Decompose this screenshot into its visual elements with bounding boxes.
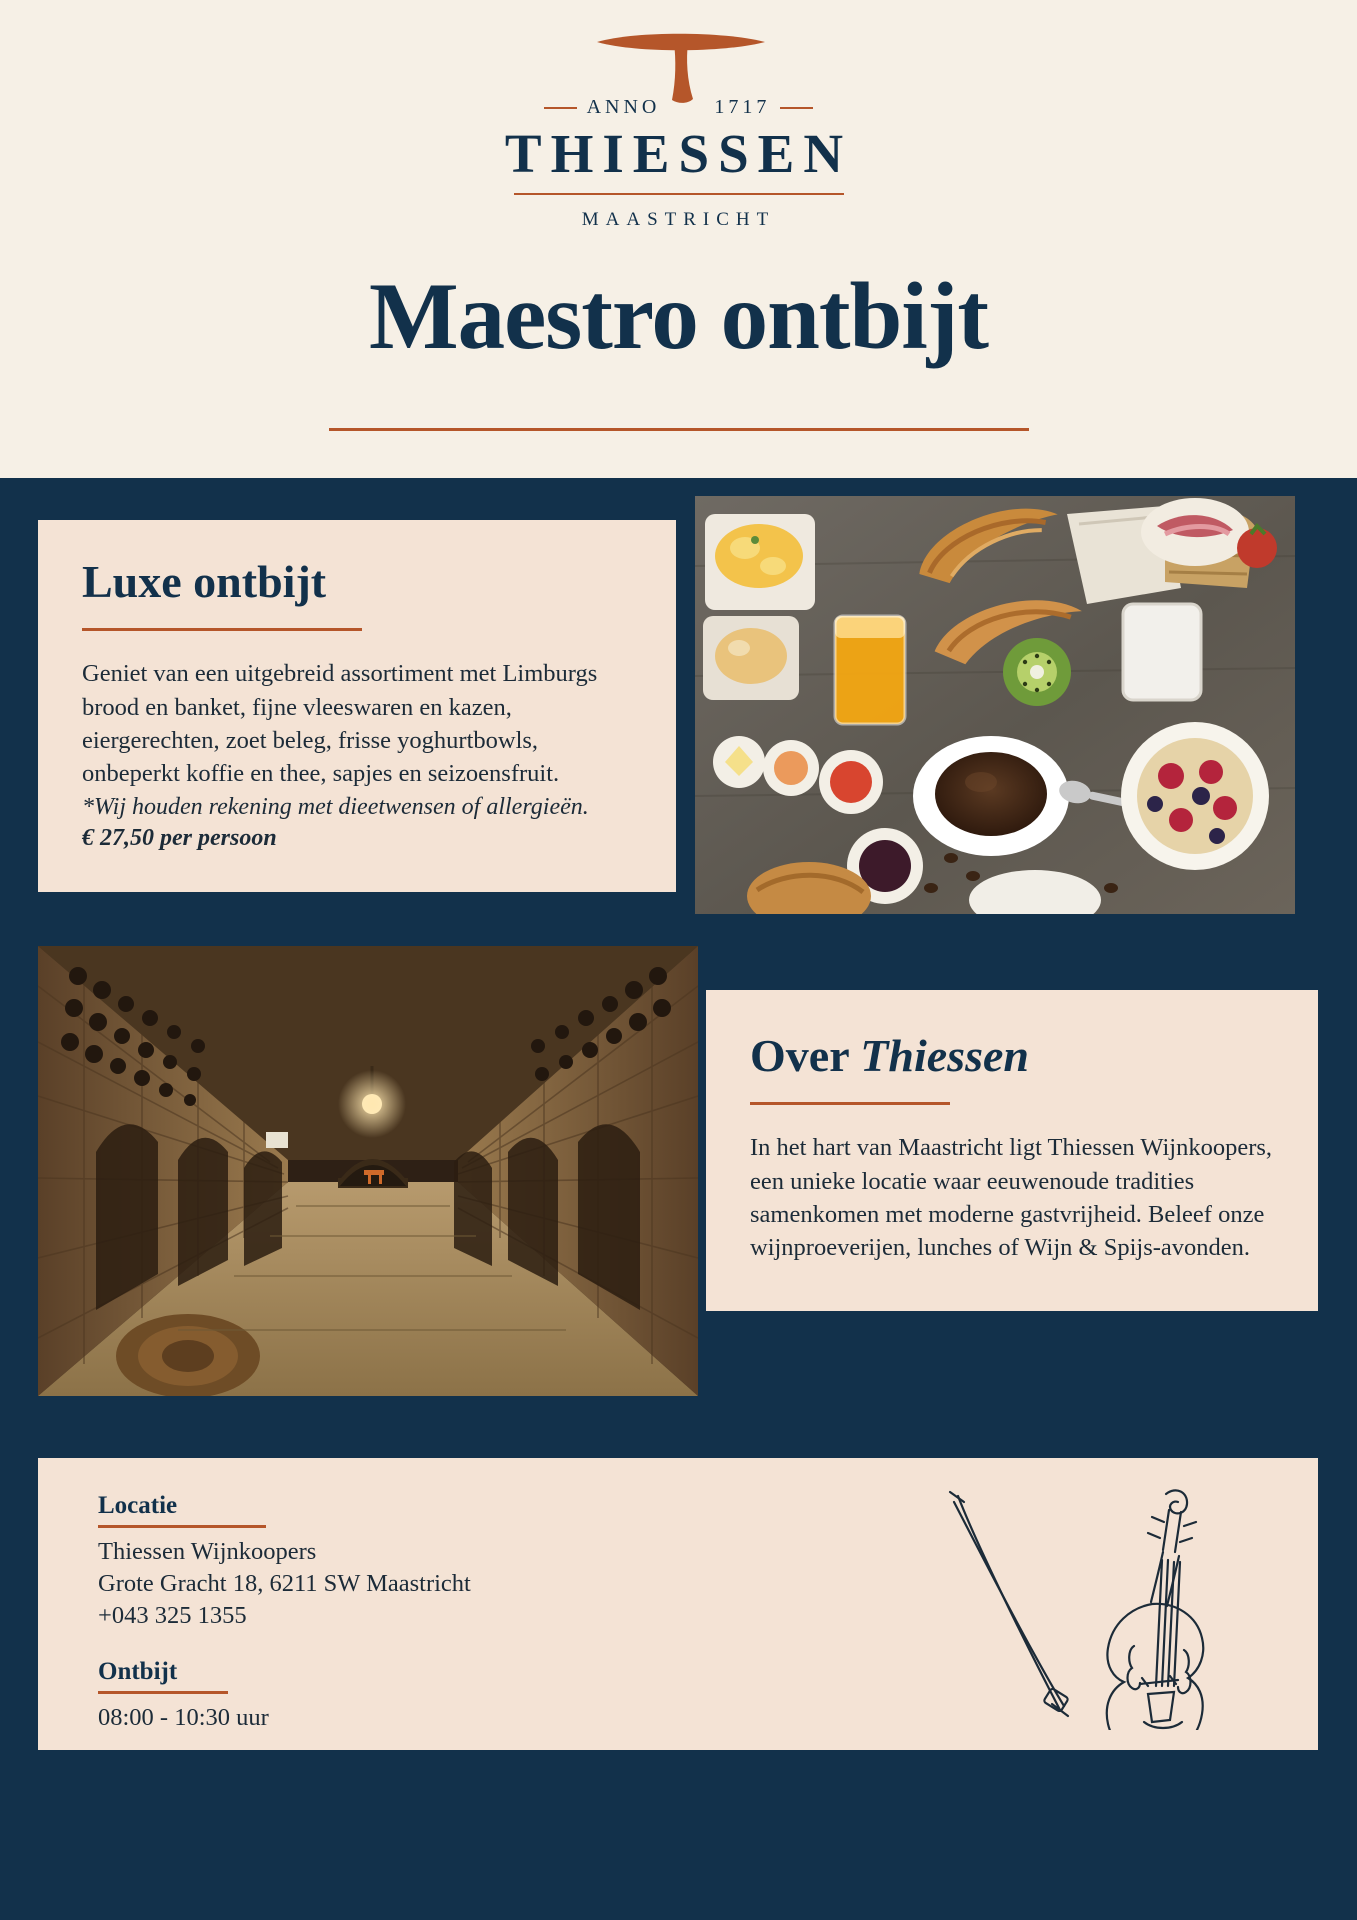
luxe-heading: Luxe ontbijt xyxy=(82,556,327,607)
breakfast-divider xyxy=(98,1691,228,1694)
location-name: Thiessen Wijnkoopers xyxy=(98,1537,317,1565)
brand-name: THIESSEN xyxy=(504,123,853,184)
violin-icon xyxy=(938,1478,1238,1735)
luxe-heading-divider xyxy=(82,628,362,631)
anno-label-right: 1717 xyxy=(714,96,771,118)
luxe-allergy-note: *Wij houden rekening met dieetwensen of allergieën. xyxy=(82,793,589,820)
section-info xyxy=(38,1458,1318,1750)
over-paragraph: In het hart van Maastricht ligt Thiessen Wijnkoopers, een unieke locatie waar eeuwenoude tradities samenkomen met moderne gastvrijheid. Beleef onze wijnproeverijen, lunches of Wijn & Spijs-avonden. xyxy=(750,1134,1273,1262)
over-heading-divider xyxy=(750,1102,950,1105)
title-divider xyxy=(329,428,1029,431)
anno-row xyxy=(544,96,814,119)
anno-label-left: ANNO xyxy=(586,96,661,118)
over-heading-italic: Thiessen xyxy=(860,1030,1029,1081)
brand-city: MAASTRICHT xyxy=(581,209,776,230)
location-address: Grote Gracht 18, 6211 SW Maastricht xyxy=(98,1569,471,1597)
section-over-thiessen xyxy=(706,990,1318,1311)
location-divider xyxy=(98,1525,266,1528)
over-heading-plain: Over xyxy=(750,1030,861,1081)
breakfast-label: Ontbijt xyxy=(98,1658,178,1686)
cellar-photo xyxy=(38,946,698,1396)
poster-body xyxy=(0,478,1357,1920)
location-label: Locatie xyxy=(98,1492,178,1519)
page-title: Maestro ontbijt xyxy=(368,263,989,369)
brand-divider xyxy=(514,193,844,195)
luxe-paragraph: Geniet van een uitgebreid assortiment met Limburgs brood en banket, fijne vleeswaren en kazen, eiergerechten, zoet beleg, frisse yoghurtbowls, onbeperkt koffie en thee, sapjes en seizoensfruit. xyxy=(82,660,598,788)
over-heading xyxy=(750,1032,1274,1080)
breakfast-photo xyxy=(695,496,1295,914)
brand-logo xyxy=(0,0,1357,231)
location-phone: +043 325 1355 xyxy=(98,1602,247,1630)
luxe-price: € 27,50 per persoon xyxy=(82,825,277,852)
section-luxe-ontbijt xyxy=(38,520,676,892)
anno-rule-left xyxy=(544,107,577,109)
logo-mark xyxy=(544,18,814,128)
poster-header xyxy=(0,0,1357,478)
anno-rule-right xyxy=(780,107,813,109)
breakfast-hours: 08:00 - 10:30 uur xyxy=(98,1703,269,1731)
